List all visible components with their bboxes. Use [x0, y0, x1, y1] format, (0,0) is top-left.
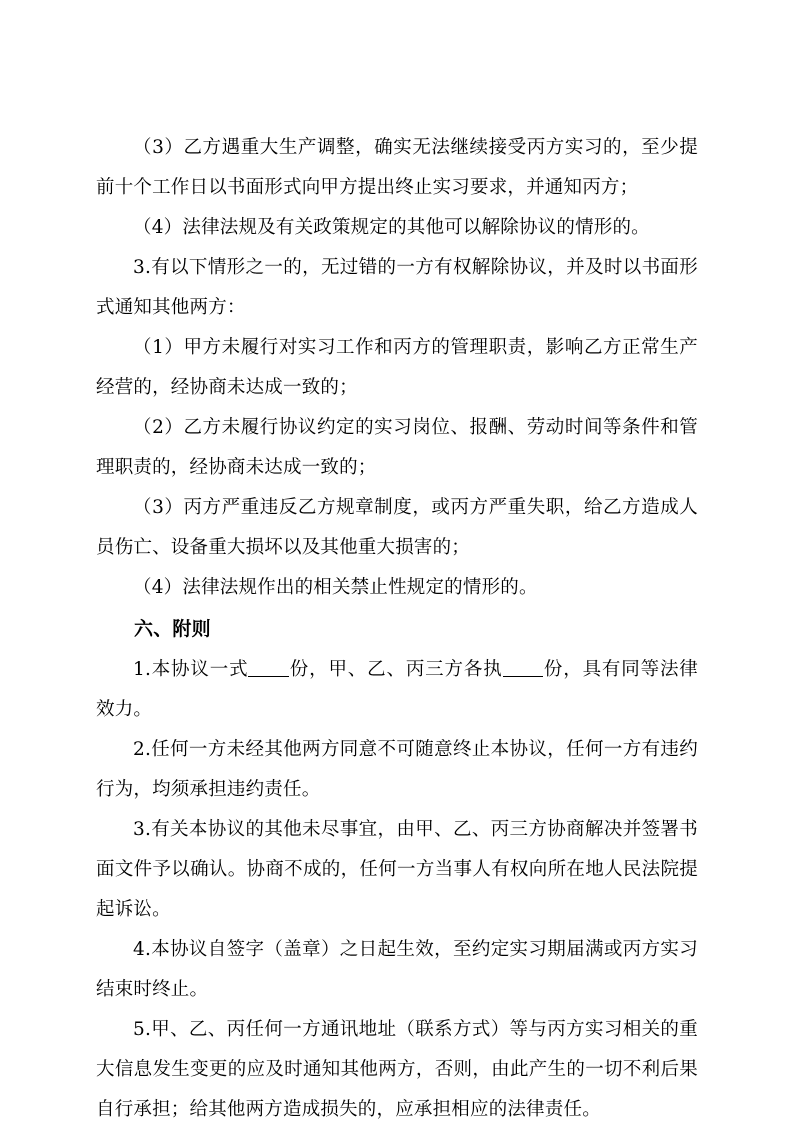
paragraph-item-3: 3.有以下情形之一的，无过错的一方有权解除协议，并及时以书面形式通知其他两方：	[96, 257, 698, 318]
paragraph-appendix-3: 3.有关本协议的其他未尽事宜，由甲、乙、丙三方协商解决并签署书面文件予以确认。协商不成的，任何一方当事人有权向所在地人民法院提起诉讼。	[96, 819, 698, 920]
paragraph-appendix-5: 5.甲、乙、丙任何一方通讯地址（联系方式）等与丙方实习相关的重大信息发生变更的应及时通知其他两方，否则，由此产生的一切不利后果自行承担；给其他两方造成损失的，应承担相应的法律责任。	[96, 1019, 698, 1120]
paragraph-item-3-sub-1: （1）甲方未履行对实习工作和丙方的管理职责，影响乙方正常生产经营的，经协商未达成一致的；	[96, 337, 698, 398]
paragraph-clause-4: （4）法律法规及有关政策规定的其他可以解除协议的情形的。	[133, 217, 650, 238]
appendix-1-text-after: 份，具有同等法律效力。	[96, 659, 698, 720]
document-body	[96, 128, 698, 1130]
section-heading-appendix: 六、附则	[134, 618, 211, 640]
appendix-1-text-before: 1.本协议一式	[133, 659, 249, 680]
copies-blank-1[interactable]	[248, 676, 289, 677]
paragraph-clause-3: （3）乙方遇重大生产调整，确实无法继续接受丙方实习的，至少提前十个工作日以书面形式向甲方提出终止实习要求，并通知丙方；	[96, 137, 698, 198]
paragraph-appendix-1	[96, 650, 698, 730]
paragraph-appendix-4: 4.本协议自签字（盖章）之日起生效，至约定实习期届满或丙方实习结束时终止。	[96, 939, 698, 1000]
paragraph-item-3-sub-3: （3）丙方严重违反乙方规章制度，或丙方严重失职，给乙方造成人员伤亡、设备重大损坏以及其他重大损害的；	[96, 497, 698, 558]
paragraph-item-3-sub-4: （4）法律法规作出的相关禁止性规定的情形的。	[133, 577, 538, 598]
paragraph-appendix-2: 2.任何一方未经其他两方同意不可随意终止本协议，任何一方有违约行为，均须承担违约责任。	[96, 739, 698, 800]
appendix-1-text-mid: 份，甲、乙、丙三方各执	[289, 659, 503, 680]
paragraph-item-3-sub-2: （2）乙方未履行协议约定的实习岗位、报酬、劳动时间等条件和管理职责的，经协商未达成一致的；	[96, 417, 698, 478]
copies-blank-2[interactable]	[503, 676, 544, 677]
